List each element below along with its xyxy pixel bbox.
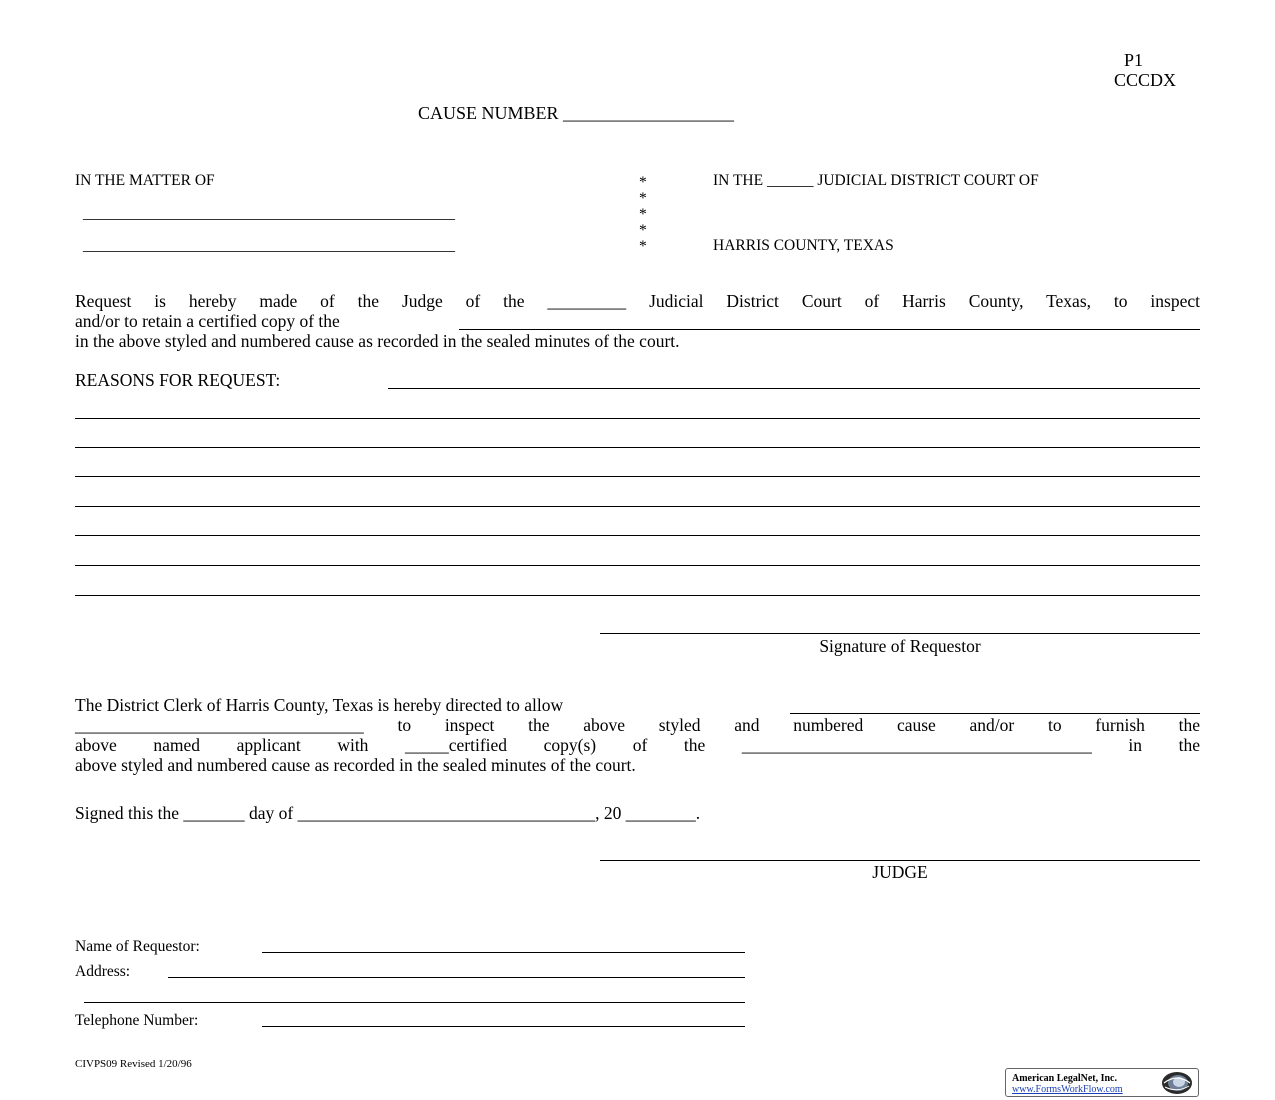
form-code: CCCDX — [1114, 70, 1177, 90]
matter-line-2: ________________________________________________ — [83, 237, 455, 254]
reasons-blank-line — [75, 565, 1200, 566]
matter-line-1: ________________________________________________ — [83, 205, 455, 222]
reasons-blank-line — [75, 418, 1200, 419]
order-line-4: above styled and numbered cause as recorded in the sealed minutes of the court. — [75, 755, 636, 775]
caption-star: * — [639, 190, 647, 207]
cause-number: CAUSE NUMBER ___________________ — [418, 103, 735, 123]
request-line-1: Request is hereby made of the Judge of the _________ Judicial District Court of Harris County, Texas, to inspect — [75, 291, 1200, 311]
page-code: P1 — [1124, 50, 1144, 70]
matter-label: IN THE MATTER OF — [75, 172, 215, 189]
order-line-3: above named applicant with _____certified copy(s) of the ________________________________________ in the — [75, 735, 1200, 755]
request-blank-line — [459, 329, 1200, 330]
phone-label: Telephone Number: — [75, 1012, 199, 1029]
order-line-1: The District Clerk of Harris County, Texas is hereby directed to allow — [75, 695, 564, 715]
county-line: HARRIS COUNTY, TEXAS — [713, 237, 894, 254]
phone-blank-line — [262, 1026, 745, 1027]
address-blank-line-2 — [84, 1002, 745, 1003]
judge-label: JUDGE — [872, 862, 928, 882]
reasons-blank-line — [75, 506, 1200, 507]
globe-icon — [1160, 1071, 1194, 1095]
court-line: IN THE ______ JUDICIAL DISTRICT COURT OF — [713, 172, 1039, 189]
name-blank-line — [262, 952, 745, 953]
address-blank-line — [168, 977, 745, 978]
revision-note: CIVPS09 Revised 1/20/96 — [75, 1058, 192, 1070]
request-line-3: in the above styled and numbered cause as recorded in the sealed minutes of the court. — [75, 331, 680, 351]
signed-date-line: Signed this the _______ day of __________________________________, 20 ________. — [75, 803, 701, 823]
reasons-blank-line — [388, 388, 1200, 389]
judge-signature-line — [600, 860, 1200, 861]
requestor-signature-label: Signature of Requestor — [819, 636, 981, 656]
reasons-label: REASONS FOR REQUEST: — [75, 370, 281, 390]
caption-star: * — [639, 222, 647, 239]
reasons-blank-line — [75, 595, 1200, 596]
reasons-blank-line — [75, 447, 1200, 448]
requestor-signature-line — [600, 633, 1200, 634]
americanlegalnet-logo[interactable] — [1005, 1068, 1199, 1097]
name-label: Name of Requestor: — [75, 938, 200, 955]
address-label: Address: — [75, 963, 131, 980]
logo-company: American LegalNet, Inc. — [1012, 1073, 1117, 1084]
order-blank-line — [790, 713, 1200, 714]
reasons-blank-line — [75, 535, 1200, 536]
caption-star: * — [639, 238, 647, 255]
request-line-2: and/or to retain a certified copy of the — [75, 311, 340, 331]
caption-star: * — [639, 174, 647, 191]
caption-star: * — [639, 206, 647, 223]
reasons-blank-line — [75, 476, 1200, 477]
order-line-2: _________________________________ to inspect the above styled and numbered cause and/or to furnish the — [75, 715, 1200, 735]
logo-url[interactable]: www.FormsWorkFlow.com — [1012, 1084, 1123, 1095]
